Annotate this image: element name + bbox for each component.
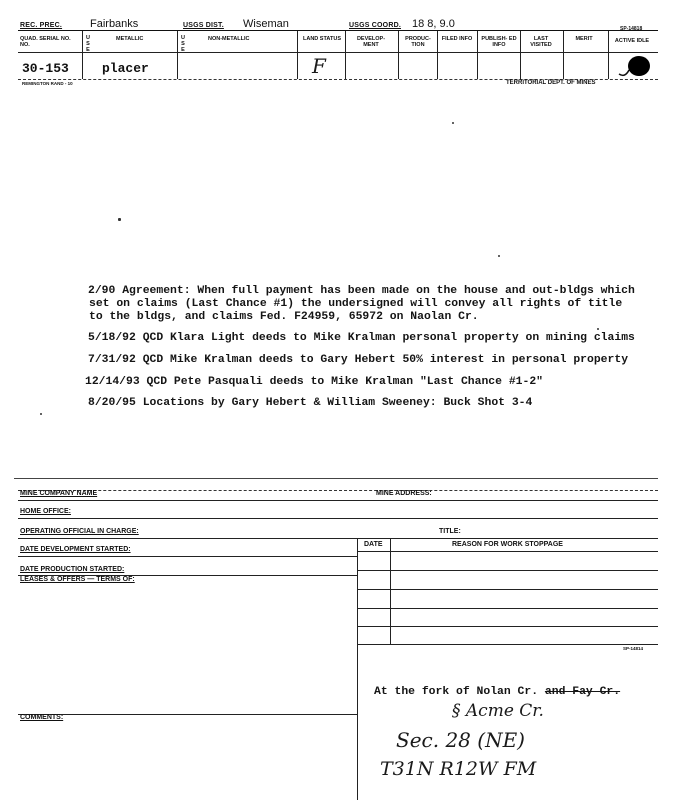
col-published-info: PUBLISH- ED INFO <box>481 36 517 48</box>
record-text: QCD Mike Kralman deeds to Gary Hebert 50% interest in personal property <box>142 354 629 366</box>
serial-number: 30-153 <box>22 61 69 76</box>
active-status-mark <box>615 54 655 80</box>
col-last-visited: LAST VISITED <box>530 36 552 48</box>
comments-label: COMMENTS: <box>20 714 64 721</box>
handwritten-acme: § Acme Cr. <box>452 701 544 721</box>
record-date: 7/31/92 <box>88 354 136 366</box>
header-form-code: SP-14818 <box>620 26 643 32</box>
location-struck-text: and Fay Cr. <box>544 686 621 698</box>
land-status-value: F <box>312 54 326 78</box>
record-date: 5/18/92 <box>88 332 136 344</box>
printer-mark: REMINGTON RAND - 10 <box>22 81 73 86</box>
record-text: Agreement: When full payment has been made on the house and out-bldgs which <box>122 285 635 297</box>
usgs-coord-label: USGS COORD. <box>349 22 401 29</box>
record-date: 2/90 <box>88 285 116 297</box>
department-label: TERRITORIAL DEPT. OF MINES <box>506 80 596 86</box>
development-started-label: DATE DEVELOPMENT STARTED: <box>20 546 131 553</box>
mine-company-name-label: MINE COMPANY NAME <box>20 490 98 497</box>
scan-speck <box>498 255 500 257</box>
col-metallic: METALLIC <box>116 36 144 42</box>
record-text: QCD Klara Light deeds to Mike Kralman personal property on mining claims <box>142 332 635 344</box>
usgs-dist-value: Wiseman <box>243 18 289 30</box>
handwritten-township: T31N R12W FM <box>380 758 537 780</box>
record-1-cont-2: to the bldgs, and claims Fed. F24959, 65972 on Naolan Cr. <box>89 311 479 323</box>
home-office-label: HOME OFFICE: <box>20 508 71 515</box>
col-use-1: U S E <box>86 35 90 53</box>
scan-speck <box>118 218 121 221</box>
col-non-metallic: NON-METALLIC <box>208 36 250 42</box>
rec-prec-label: REC. PREC. <box>20 22 63 29</box>
date-column-header: DATE <box>364 541 383 548</box>
col-active-idle: ACTIVE IDLE <box>614 38 650 44</box>
record-1-cont-1: set on claims (Last Chance #1) the undersigned will convey all rights of title <box>89 298 623 310</box>
record-3 <box>88 354 628 366</box>
scan-speck <box>40 413 42 415</box>
location-typed <box>374 686 620 698</box>
usgs-dist-label: USGS DIST. <box>183 22 224 29</box>
record-2 <box>88 332 635 344</box>
record-date: 8/20/95 <box>88 397 136 409</box>
scan-speck <box>597 328 599 330</box>
record-4 <box>85 376 543 388</box>
production-started-label: DATE PRODUCTION STARTED: <box>20 566 125 573</box>
lower-form-code: SP-14814 <box>623 646 644 651</box>
col-use-2: U S E <box>181 35 185 53</box>
claim-type: placer <box>102 61 149 76</box>
reason-column-header: REASON FOR WORK STOPPAGE <box>452 541 563 548</box>
record-text: Locations by Gary Hebert & William Sweeney: Buck Shot 3-4 <box>142 397 533 409</box>
operating-official-label: OPERATING OFFICIAL IN CHARGE: <box>20 528 139 535</box>
col-land-status: LAND STATUS <box>303 36 341 42</box>
scan-speck <box>452 122 454 124</box>
leases-offers-label: LEASES & OFFERS — TERMS OF: <box>20 576 135 583</box>
col-production: PRODUC- TION <box>405 36 431 48</box>
location-typed-prefix: At the fork of Nolan Cr. <box>374 686 539 698</box>
record-1 <box>88 285 635 297</box>
rec-prec-value: Fairbanks <box>90 18 139 30</box>
col-filed-info: FILED INFO <box>441 36 473 42</box>
record-text: QCD Pete Pasquali deeds to Mike Kralman "Last Chance #1-2" <box>146 376 543 388</box>
col-quad-serial: QUAD. SERIAL NO. NO. <box>20 36 71 48</box>
col-merit: MERIT <box>575 36 593 42</box>
handwritten-section: Sec. 28 (NE) <box>396 728 525 752</box>
record-5 <box>88 397 532 409</box>
mine-address-label: MINE ADDRESS: <box>376 490 432 497</box>
usgs-coord-value: 18 8, 9.0 <box>412 18 455 30</box>
record-date: 12/14/93 <box>85 376 140 388</box>
title-label: TITLE: <box>439 528 461 535</box>
col-development: DEVELOP- MENT <box>356 36 386 48</box>
